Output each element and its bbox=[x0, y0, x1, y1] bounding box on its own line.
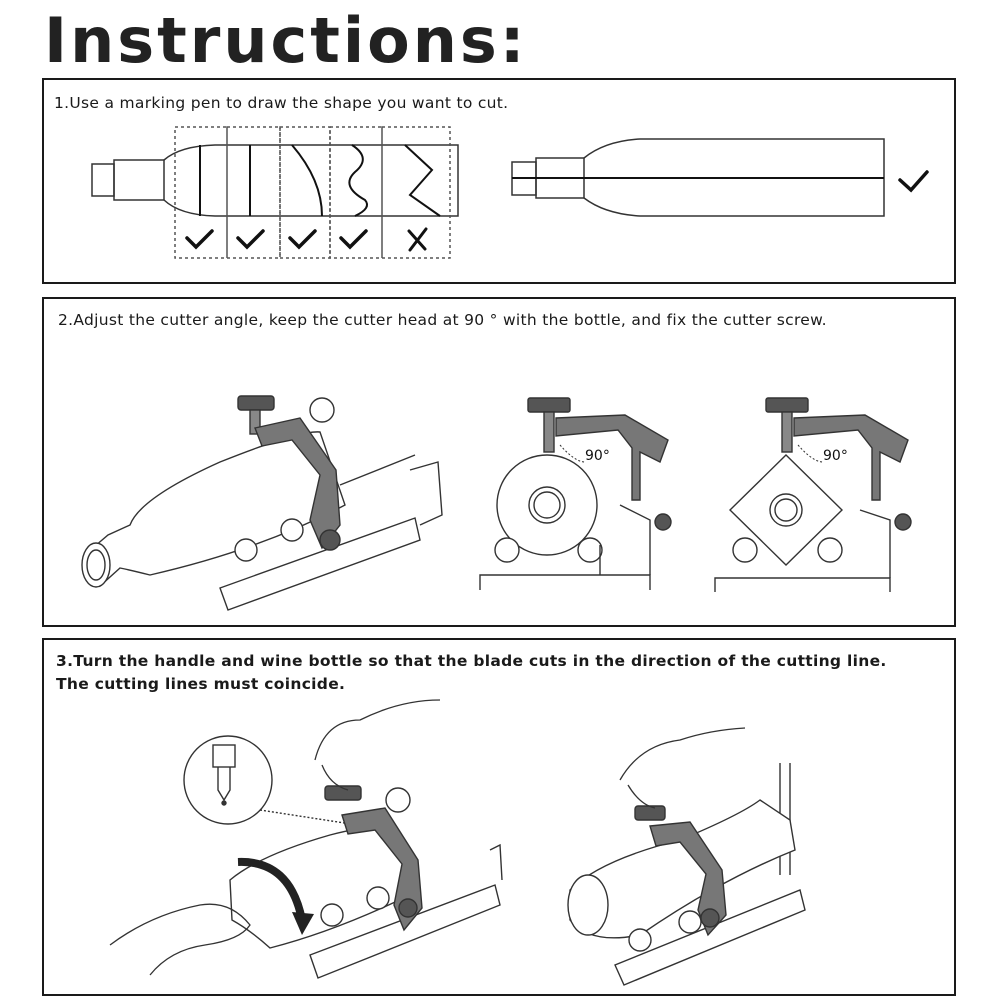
bottle-cutter-finished bbox=[568, 763, 805, 985]
step-1-text: 1.Use a marking pen to draw the shape you want to cut. bbox=[54, 94, 509, 112]
step-3-text-line2: The cutting lines must coincide. bbox=[56, 675, 346, 693]
page-title: Instructions: bbox=[44, 4, 528, 77]
step-3-text-line1: 3.Turn the handle and wine bottle so that the blade cuts in the direction of the cutting line. bbox=[56, 652, 887, 670]
angle-label: 90° bbox=[585, 448, 610, 464]
angle-label: 90° bbox=[823, 448, 848, 464]
hand-drawing bbox=[620, 728, 745, 808]
step-2-text: 2.Adjust the cutter angle, keep the cutter head at 90 ° with the bottle, and fix the cutter screw. bbox=[58, 311, 827, 329]
